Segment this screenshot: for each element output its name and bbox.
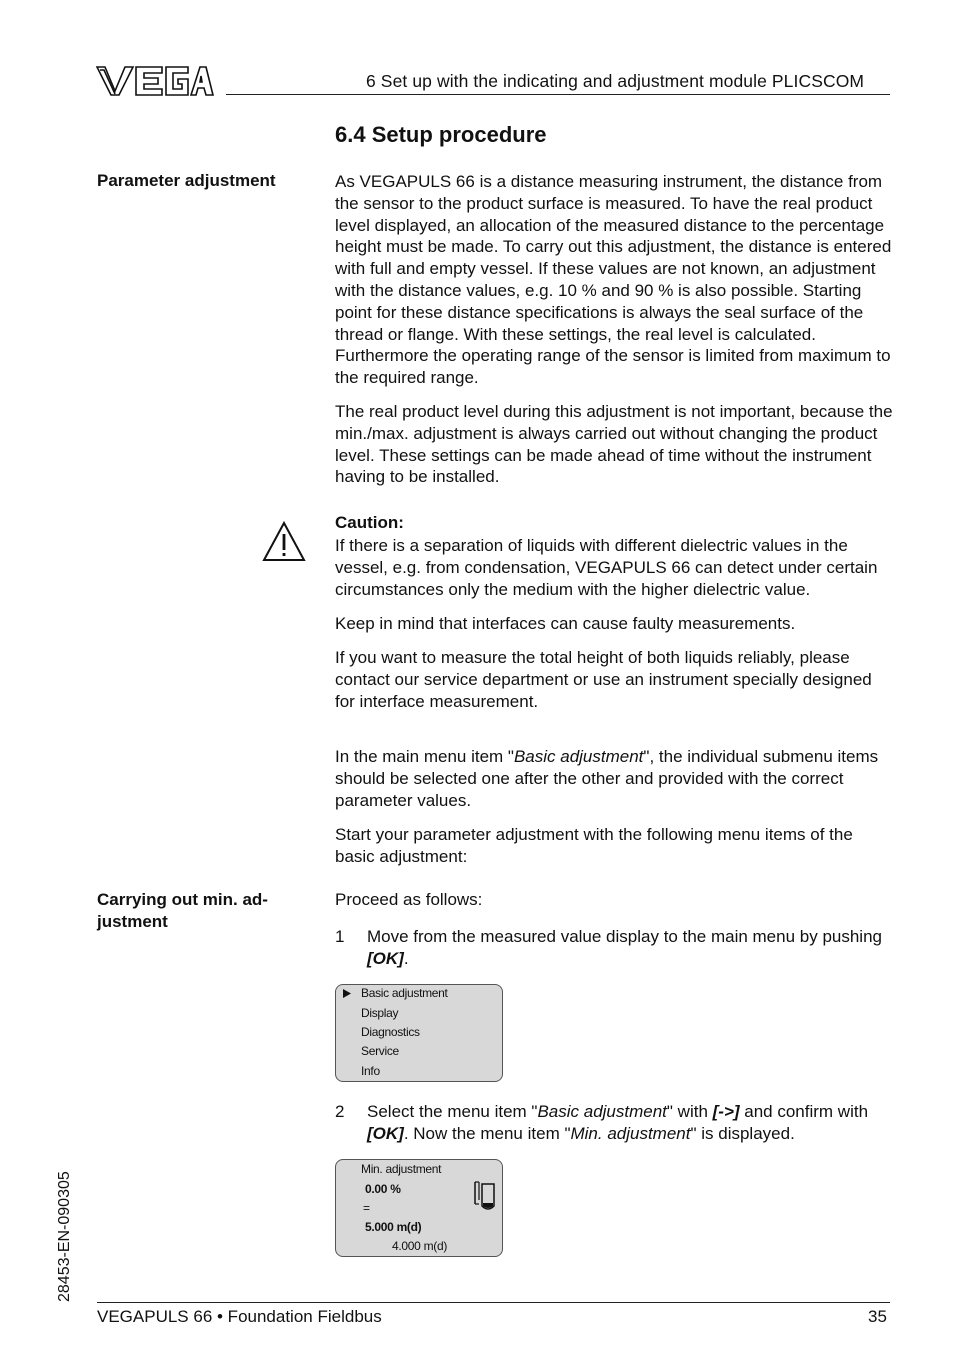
lcd-menu-item: Basic adjustment bbox=[361, 986, 448, 1000]
adjustment-paragraph: The real product level during this adjustment is not important, because the min./max. adjustment is always carried out without changing the product level. These settings can be made ahead of time without the instrument having to be installed. bbox=[335, 402, 893, 487]
interfaces-note: Keep in mind that interfaces can cause faulty measurements. bbox=[335, 614, 796, 633]
footer-rule bbox=[97, 1302, 890, 1303]
intro-paragraph: As VEGAPULS 66 is a distance measuring instrument, the distance from the sensor to the product surface is measured. To have the real product level displayed, an allocation of the measured distance to the percentage height must be made. To carry out this adjustment, the distance is entered with full and empty vessel. If these values are not known, an adjustment with the distance values, e.g. 10 % and 90 % is also possible. Starting point for these distance specifications is always the seal surface of the thread or flange. With these settings, the real level is calculated. Furthermore the operating range of the sensor is limited from maximum to the required range. bbox=[335, 172, 892, 388]
total-height-note: If you want to measure the total height of both liquids reliably, please contact our service department or use an instrument specially designed for interface measurement. bbox=[335, 648, 872, 711]
step-number: 2 bbox=[335, 1102, 345, 1121]
carrying-out-min-label: Carrying out min. ad- justment bbox=[97, 890, 268, 931]
lcd-title: Min. adjustment bbox=[361, 1162, 442, 1176]
step-2-text: Select the menu item "Basic adjustment" with [->] and confirm with [OK]. Now the menu item "Min. adjustment" is displayed. bbox=[367, 1102, 869, 1143]
lcd-equals: = bbox=[363, 1201, 370, 1215]
lcd-main-menu bbox=[335, 984, 503, 1082]
parameter-adjustment-label: Parameter adjustment bbox=[97, 171, 276, 190]
main-menu-paragraph: In the main menu item "Basic adjustment", the individual submenu items should be selected one after the other and provided with the correct parameter values. bbox=[335, 747, 879, 810]
warning-icon bbox=[262, 521, 306, 563]
caution-title: Caution: bbox=[335, 513, 404, 532]
page-number: 35 bbox=[868, 1307, 887, 1326]
header-rule bbox=[226, 94, 890, 95]
vega-logo bbox=[96, 64, 214, 98]
lcd-menu-item: Display bbox=[361, 1006, 399, 1020]
lcd-menu-item: Diagnostics bbox=[361, 1025, 420, 1039]
menu-pointer-icon bbox=[342, 988, 352, 999]
lcd-percent-value: 0.00 % bbox=[365, 1182, 401, 1196]
document-code: 28453-EN-090305 bbox=[56, 1171, 73, 1302]
caution-body: If there is a separation of liquids with different dielectric values in the vessel, e.g. from condensation, VEGAPULS 66 can detect under certain circumstances only the medium with the higher dielectric value. bbox=[335, 536, 878, 599]
vessel-icon bbox=[473, 1180, 497, 1214]
section-title: 6.4 Setup procedure bbox=[335, 122, 547, 147]
lcd-measured-value: 4.000 m(d) bbox=[392, 1239, 448, 1253]
step-1-text: Move from the measured value display to the main menu by pushing [OK]. bbox=[367, 927, 882, 968]
start-paragraph: Start your parameter adjustment with the following menu items of the basic adjustment: bbox=[335, 825, 853, 866]
lcd-distance-value: 5.000 m(d) bbox=[365, 1220, 422, 1234]
lcd-menu-item: Service bbox=[361, 1044, 399, 1058]
chapter-heading: 6 Set up with the indicating and adjustment module PLICSCOM bbox=[366, 71, 865, 91]
lcd-min-adjustment bbox=[335, 1159, 503, 1257]
lcd-menu-item: Info bbox=[361, 1064, 380, 1078]
footer-product: VEGAPULS 66 • Foundation Fieldbus bbox=[97, 1307, 382, 1326]
proceed-paragraph: Proceed as follows: bbox=[335, 890, 483, 909]
step-number: 1 bbox=[335, 927, 345, 946]
